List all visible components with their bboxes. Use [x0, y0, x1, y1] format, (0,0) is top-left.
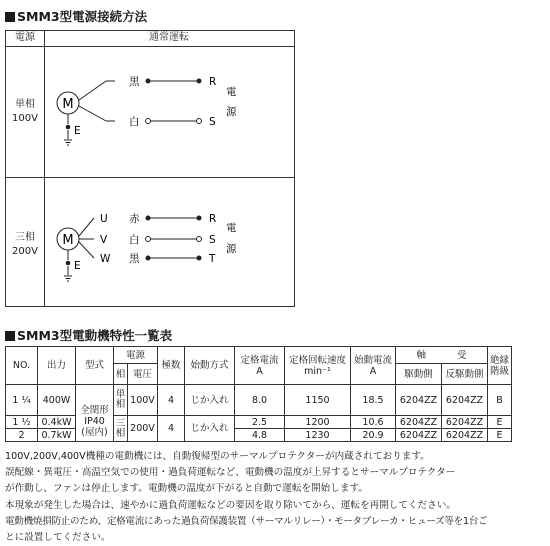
svg-text:M: M [62, 233, 74, 248]
type-cell: 全閉形 [76, 385, 114, 416]
three-phase-cell: 三 相 [114, 416, 128, 442]
header-output: 出力 [38, 347, 76, 385]
phase-v: V [100, 234, 108, 246]
wire-color-red: 赤 [129, 213, 140, 225]
wiring-diagram [6, 31, 294, 306]
svg-text:源: 源 [226, 106, 237, 118]
source-label: 電 [226, 86, 237, 98]
svg-text:電: 電 [226, 222, 237, 234]
square-bullet-icon [5, 12, 15, 22]
header-normal-operation: 通常運転 [149, 32, 189, 43]
note-line: 100V,200V,400V機種の電動機には、自動復帰型のサーマルプロテクターが内蔵されております。 [5, 451, 430, 462]
three-phase-diagram [57, 212, 237, 281]
header-power: 電源 [114, 347, 158, 364]
section-title-spec: SMM3型電動機特性一覧表 [5, 326, 172, 344]
motor-label: M [62, 97, 74, 112]
phase-w: W [100, 253, 111, 265]
table-row: 2 0.7kW 4.8 1230 20.9 6204ZZ 6204ZZ E [6, 429, 512, 442]
header-power: 電源 [15, 32, 35, 43]
note-line: 電動機焼損防止のため、定格電流にあった過負荷保護装置（サーマルリレー）・モータブレーカ・ヒューズ等を1台ご [5, 515, 488, 527]
svg-text:源: 源 [226, 243, 237, 255]
earth-label: E [74, 125, 81, 137]
section-title-wiring: SMM3型電源接続方法 [5, 7, 147, 25]
note-line: 本現象が発生した場合は、速やかに過負荷運転などの要因を取り除いてから、運転を再開してください。 [5, 499, 456, 511]
wiring-table [5, 30, 295, 307]
wire-color-black: 黒 [129, 76, 140, 88]
header-phase: 相 [114, 364, 128, 385]
single-phase-label: 単相 100V [12, 99, 38, 124]
wire-color-white: 白 [129, 116, 140, 128]
svg-text:T: T [209, 253, 216, 265]
terminal-s: S [209, 116, 216, 128]
type-cell-lower: IP40 (屋内) [76, 416, 114, 442]
terminal-r: R [209, 76, 217, 88]
single-phase-diagram [57, 76, 237, 145]
ground-icon [64, 276, 72, 281]
note-line: 誤配線・異電圧・高温空気での使用・過負荷運転など、電動機の温度が上昇するとサーマルプロテクター [5, 467, 456, 479]
header-drive-side: 駆動側 [396, 364, 442, 385]
phase-u: U [100, 213, 108, 225]
header-insulation: 絶縁 階級 [488, 347, 512, 385]
table-row: 1 ¹⁄₄ 400W 全閉形 単 相 100V 4 じか入れ 8.0 1150 18.5 6204ZZ 6204ZZ B [6, 385, 512, 416]
three-phase-label: 三相 200V [12, 232, 38, 257]
table-row: 1 ¹⁄₂ 0.4kW IP40 (屋内) 三 相 200V 4 じか入れ 2.5 1200 10.6 6204ZZ 6204ZZ E [6, 416, 512, 429]
header-bearing: 軸 受 [396, 347, 488, 364]
square-bullet-icon [5, 331, 15, 341]
svg-text:S: S [209, 234, 216, 246]
single-phase-cell: 単 相 [114, 385, 128, 416]
header-start-method: 始動方式 [185, 347, 235, 385]
header-type: 型式 [76, 347, 114, 385]
note-line: が作動し、ファンは停止します。電動機の温度が下がると自動で運転を開始します。 [5, 483, 368, 495]
header-rated-current: 定格電流 A [235, 347, 285, 385]
header-no: NO. [6, 347, 38, 385]
header-poles: 極数 [158, 347, 185, 385]
svg-text:R: R [209, 213, 217, 225]
wire-color-white: 白 [129, 234, 140, 246]
spec-table [5, 346, 512, 442]
header-anti-drive-side: 反駆動側 [442, 364, 488, 385]
header-start-current: 始動電流 A [351, 347, 396, 385]
wire-color-black: 黒 [129, 253, 140, 265]
header-rated-speed: 定格回転速度 min⁻¹ [285, 347, 351, 385]
note-line: とに設置してください。 [5, 532, 111, 544]
notes-text [5, 449, 550, 546]
svg-text:E: E [74, 260, 81, 272]
ground-icon [64, 140, 72, 145]
header-voltage: 電圧 [128, 364, 158, 385]
